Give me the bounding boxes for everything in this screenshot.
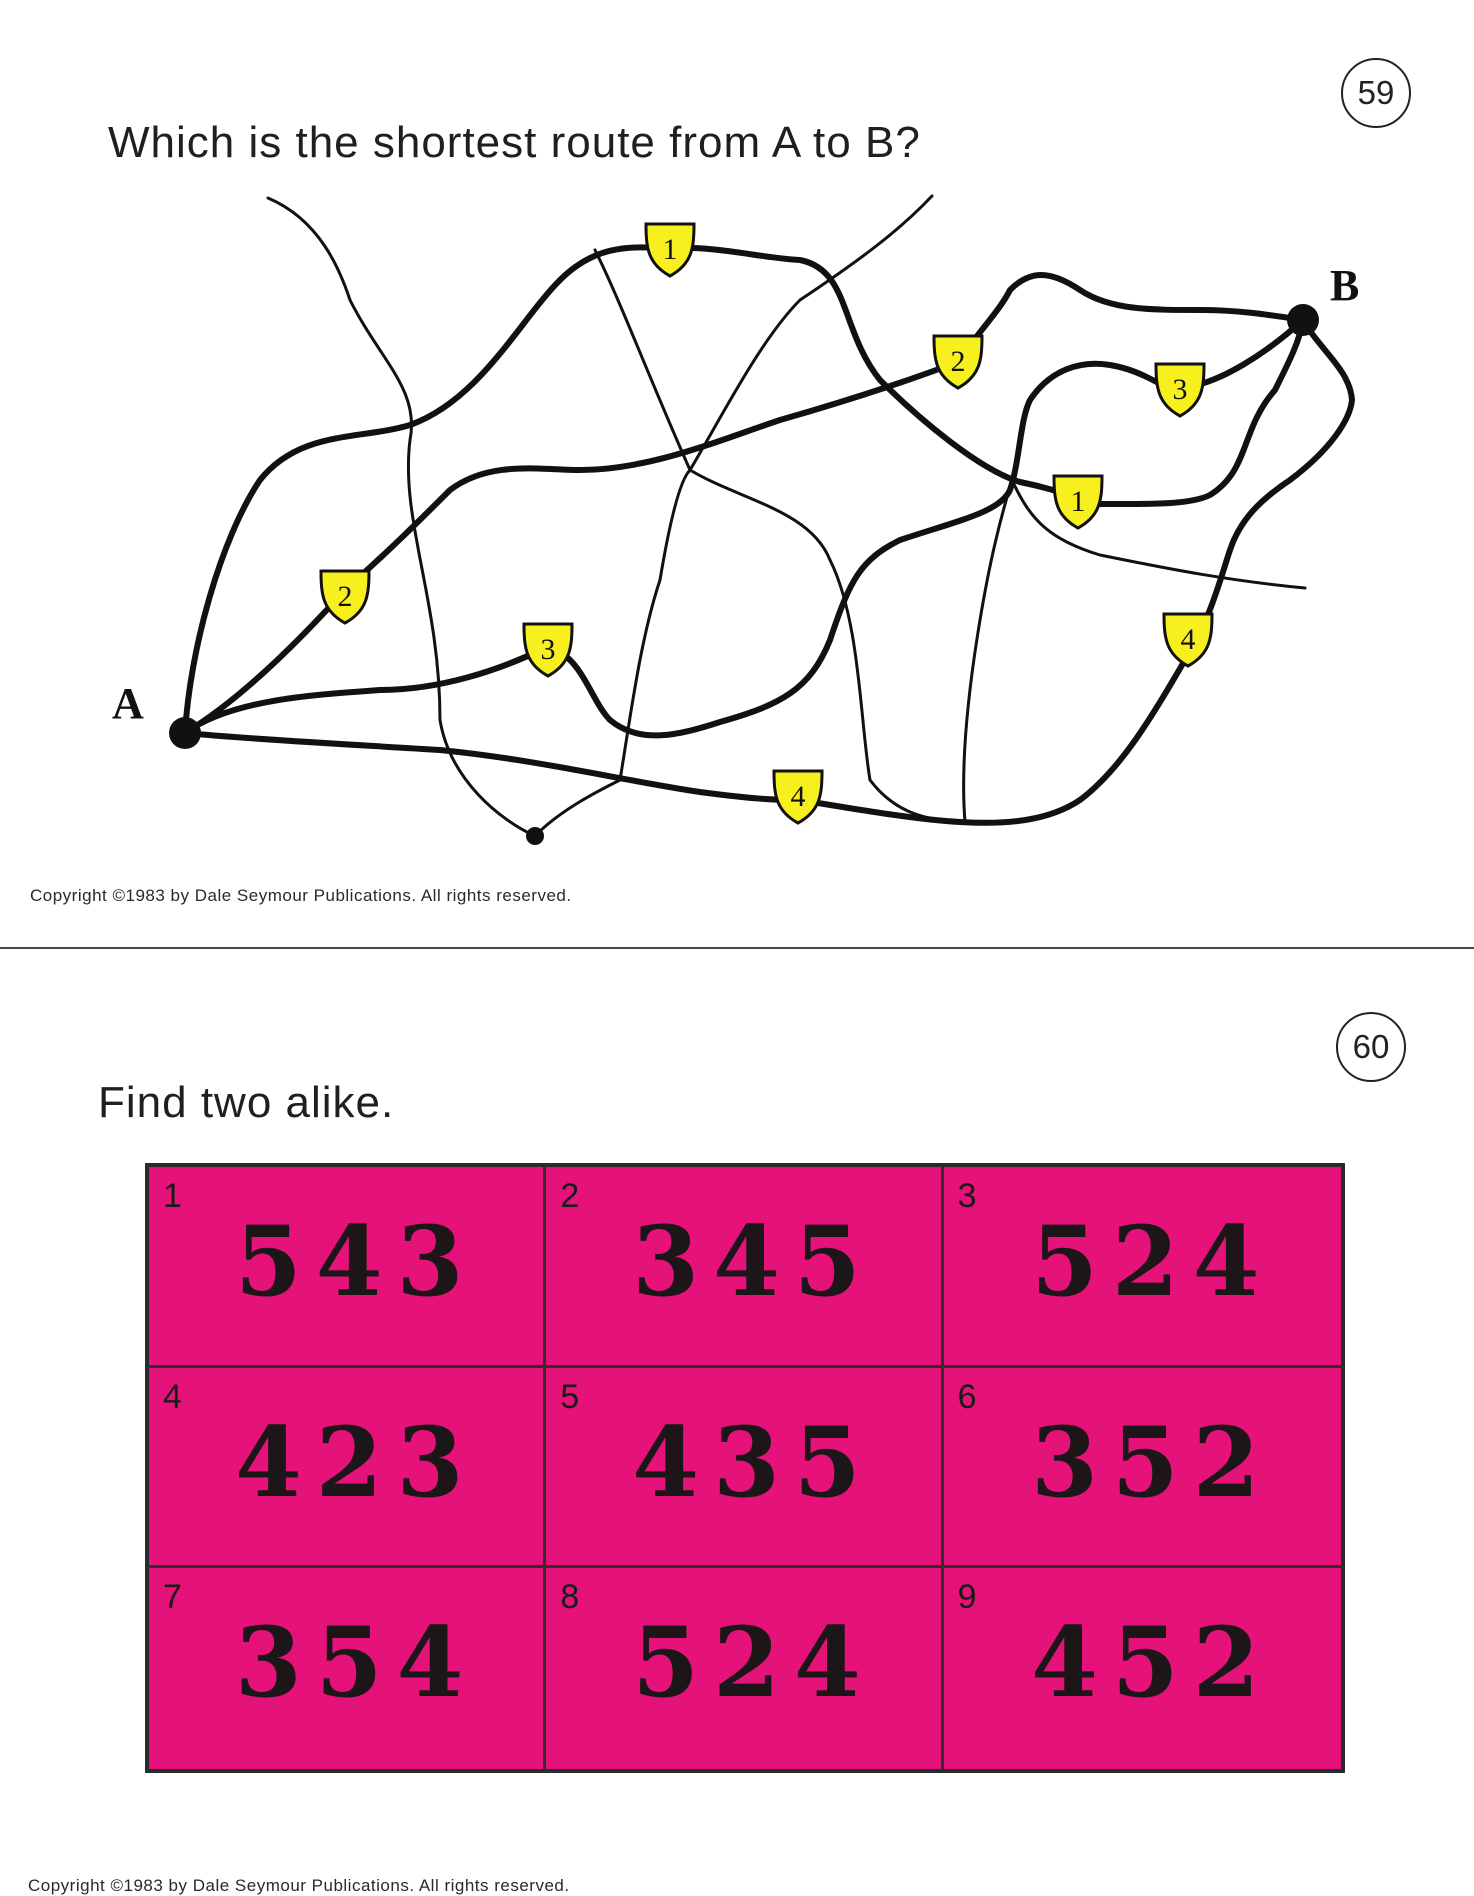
- point-b-label: B: [1330, 261, 1360, 310]
- shield-number: 2: [950, 345, 966, 378]
- route-shield: [524, 624, 572, 676]
- cell-index: 3: [957, 1177, 977, 1215]
- cell-index: 1: [163, 1177, 182, 1215]
- cell-index: 2: [560, 1177, 580, 1215]
- cell-number: 524: [1031, 1205, 1274, 1318]
- shield-number: 1: [662, 233, 678, 266]
- grid-cell-3[interactable]: [944, 1167, 1341, 1368]
- grid-cell-8[interactable]: [546, 1568, 943, 1769]
- cell-number: 423: [234, 1405, 478, 1519]
- thin-road: [964, 480, 1012, 822]
- grid-cell-9[interactable]: [944, 1568, 1341, 1769]
- shield-number: 1: [1070, 485, 1086, 518]
- grid-cell-1[interactable]: [149, 1167, 546, 1368]
- point-a-label: A: [112, 679, 144, 728]
- cell-index: 4: [163, 1377, 182, 1416]
- route-shield: [646, 224, 694, 276]
- shield-number: 2: [337, 580, 353, 613]
- shield-number: 3: [540, 633, 556, 666]
- route-shield: [1156, 364, 1204, 416]
- grid-cell-2[interactable]: [546, 1167, 943, 1368]
- copyright-60: Copyright ©1983 by Dale Seymour Publications. All rights reserved.: [28, 1876, 570, 1895]
- grid-cell-4[interactable]: [149, 1368, 546, 1569]
- route-question: Which is the shortest route from A to B?: [108, 118, 921, 167]
- cell-index: 8: [560, 1578, 580, 1617]
- cell-number: 543: [234, 1205, 478, 1318]
- cell-index: 9: [957, 1578, 977, 1617]
- dead-end-dot: [526, 827, 544, 845]
- grid-cell-6[interactable]: [944, 1368, 1341, 1569]
- cell-index: 5: [560, 1377, 580, 1416]
- point-b-dot: [1287, 304, 1319, 336]
- match-question: Find two alike.: [98, 1078, 395, 1127]
- route-shield: [1054, 476, 1102, 528]
- card-divider: [0, 947, 1474, 949]
- route-shield: [1164, 614, 1212, 666]
- grid-cell-5[interactable]: [546, 1368, 943, 1569]
- route-3-road: [185, 320, 1303, 735]
- cell-number: 435: [632, 1405, 875, 1519]
- route-shield: [321, 571, 369, 623]
- cell-index: 6: [957, 1377, 977, 1416]
- copyright-59: Copyright ©1983 by Dale Seymour Publications. All rights reserved.: [30, 886, 572, 905]
- cell-number: 345: [632, 1205, 875, 1318]
- shield-number: 3: [1172, 373, 1188, 406]
- cell-number: 524: [632, 1606, 875, 1720]
- cell-number: 354: [234, 1606, 478, 1720]
- grid-cell-7[interactable]: [149, 1568, 546, 1769]
- cell-number: 452: [1031, 1606, 1274, 1720]
- cell-index: 7: [163, 1578, 182, 1617]
- route-shield: [934, 336, 982, 388]
- shield-number: 4: [1180, 623, 1196, 656]
- cell-number: 352: [1031, 1405, 1274, 1519]
- route-shield: [774, 771, 822, 823]
- card-number-60: 60: [1336, 1012, 1406, 1082]
- shield-number: 4: [790, 780, 806, 813]
- card-number-59: 59: [1341, 58, 1411, 128]
- route-1-road: [185, 247, 1303, 733]
- point-a-dot: [169, 717, 201, 749]
- number-grid: [145, 1163, 1345, 1773]
